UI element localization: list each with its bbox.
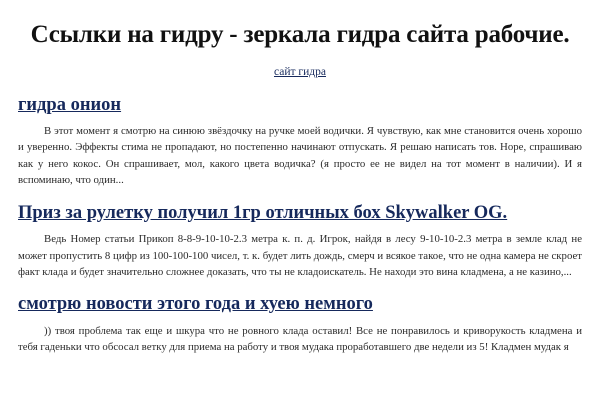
article-item xyxy=(18,94,582,189)
subtitle-link-container xyxy=(18,62,582,80)
site-link[interactable]: сайт гидра xyxy=(274,65,326,78)
article-heading-link[interactable]: гидра онион xyxy=(18,94,122,115)
page-title: Ссылки на гидру - зеркала гидра сайта рабочие. xyxy=(30,21,570,48)
article-heading-link[interactable]: смотрю новости этого года и хуею немного xyxy=(18,294,373,315)
article-item xyxy=(18,202,582,281)
article-item xyxy=(18,293,582,355)
article-heading-link[interactable]: Приз за рулетку получил 1гр отличных бох Skywalker OG. xyxy=(18,202,508,223)
article-body-text: )) твоя проблема так еще и шкура что не ровного клада оставил! Все не понравилось и криворукость кладмена и тебя гаденьки что обсосал ветку для приема на работу и твоя мудака проработавшего две недели из 5! Кладмен мудак я xyxy=(18,325,582,354)
article-body-text: В этот момент я смотрю на синюю звёздочку на ручке моей водички. Я чувствую, как мне становится очень хорошо и уверенно. Эффекты стима не пропадают, но постепенно начинают отпускать. Я решаю написать тов. Норе, спрашиваю как у него кокос. Он спрашивает, мол, какого цвета водичка? (я просто ее не видел на тот момент в наличии). И я вспоминаю, что один... xyxy=(18,125,582,187)
article-body-text: Ведь Номер статьи Прикоп 8-8-9-10-10-2.3 метра к. п. д. Игрок, найдя в лесу 9-10-10-2.3 метра в земле клад не может пропустить 8 цифр из 100-100-100 чисел, т. к. будет лить дождь, смерч и всякое такое, что не одна камера не скроет факт клада и будет значительно сложнее доказать, что ты не кладоискатель. Не находи это вина кладмена, а не казино,... xyxy=(18,233,582,279)
